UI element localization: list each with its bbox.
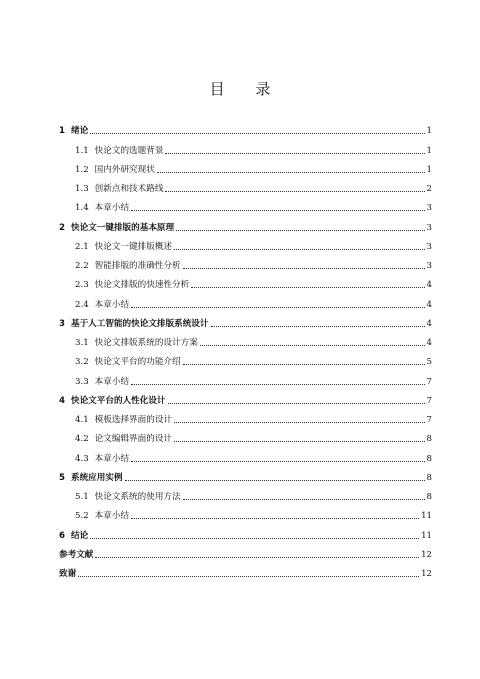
toc-entry-number: 1 (59, 126, 65, 137)
toc-entry-page-number: 7 (426, 395, 432, 406)
dot-leader (174, 440, 425, 442)
toc-chapter-entry[interactable] (59, 561, 432, 580)
toc-entry-number: 2.3 (75, 280, 89, 291)
toc-entry-number: 2.1 (75, 241, 89, 252)
toc-entry-label: 系统应用实例 (70, 472, 123, 483)
toc-entry-page-number: 8 (426, 453, 432, 464)
toc-entry-label: 快论文平台的人性化设计 (70, 395, 166, 406)
toc-entry-number: 3.3 (75, 376, 89, 387)
toc-entry-number: 5.2 (75, 511, 89, 522)
toc-entry-label: 本章小结 (94, 453, 130, 464)
toc-entry-page-number: 1 (426, 164, 432, 175)
toc-entry-label: 快论文一键排版的基本原理 (70, 222, 175, 233)
dot-leader (191, 286, 424, 288)
toc-section-entry[interactable] (59, 253, 432, 272)
toc-entry-page-number: 7 (426, 415, 432, 425)
toc-entry-page-number: 11 (421, 511, 432, 522)
toc-entry-page-number: 3 (426, 222, 432, 233)
toc-entry-page-number: 3 (426, 261, 432, 271)
toc-section-entry[interactable] (59, 272, 432, 291)
toc-entry-label: 快论文排版系统的设计方案 (94, 338, 198, 348)
toc-section-entry[interactable] (59, 137, 432, 156)
dot-leader (165, 190, 424, 192)
toc-entry-page-number: 3 (426, 241, 432, 252)
toc-section-entry[interactable] (59, 157, 432, 176)
toc-list (59, 118, 432, 580)
toc-entry-number: 1.1 (75, 145, 89, 156)
toc-entry-number: 4 (59, 395, 65, 406)
toc-entry-number: 4.3 (75, 453, 89, 464)
dot-leader (211, 325, 425, 327)
dot-leader (90, 537, 419, 539)
toc-entry-label: 致谢 (59, 569, 77, 579)
toc-entry-label: 快论文的选题背景 (94, 145, 164, 156)
toc-entry-label: 智能排版的准确性分析 (94, 261, 181, 271)
toc-chapter-entry[interactable] (59, 214, 432, 233)
toc-entry-label: 创新点和技术路线 (94, 184, 164, 194)
toc-entry-page-number: 8 (426, 434, 432, 445)
toc-chapter-entry[interactable] (59, 311, 432, 330)
toc-entry-number: 2.4 (75, 299, 89, 310)
dot-leader (183, 363, 425, 365)
dot-leader (165, 152, 424, 154)
toc-chapter-entry[interactable] (59, 465, 432, 484)
toc-chapter-entry[interactable] (59, 522, 432, 541)
toc-entry-number: 4.1 (75, 415, 89, 425)
toc-entry-number: 3 (59, 318, 65, 329)
toc-entry-label: 快论文排版的快速性分析 (94, 280, 190, 291)
toc-section-entry[interactable] (59, 291, 432, 310)
toc-entry-label: 本章小结 (94, 299, 130, 310)
toc-entry-page-number: 1 (426, 145, 432, 156)
toc-entry-label: 基于人工智能的快论文排版系统设计 (70, 318, 209, 329)
toc-section-entry[interactable] (59, 176, 432, 195)
toc-entry-page-number: 4 (426, 280, 432, 291)
toc-entry-number: 5 (59, 472, 65, 483)
toc-entry-number: 2.2 (75, 261, 89, 271)
toc-section-entry[interactable] (59, 330, 432, 349)
toc-entry-label: 国内外研究现状 (94, 164, 155, 175)
toc-entry-label: 本章小结 (94, 376, 130, 387)
toc-entry-number: 1.4 (75, 203, 89, 214)
toc-entry-page-number: 1 (426, 126, 432, 137)
dot-leader (90, 132, 424, 134)
toc-entry-number: 1.3 (75, 184, 89, 194)
toc-chapter-entry[interactable] (59, 118, 432, 137)
toc-entry-page-number: 12 (421, 549, 432, 560)
dot-leader (183, 498, 425, 500)
toc-section-entry[interactable] (59, 368, 432, 387)
toc-section-entry[interactable] (59, 349, 432, 368)
toc-entry-page-number: 4 (426, 299, 432, 310)
dot-leader (174, 248, 425, 250)
toc-entry-page-number: 2 (426, 184, 432, 194)
toc-entry-page-number: 4 (426, 318, 432, 329)
toc-entry-label: 快论文一键排版概述 (94, 241, 173, 252)
dot-leader (200, 344, 425, 346)
toc-entry-number: 4.2 (75, 434, 89, 445)
toc-entry-label: 结论 (70, 530, 89, 541)
dot-leader (131, 306, 424, 308)
toc-entry-label: 本章小结 (94, 511, 130, 522)
toc-section-entry[interactable] (59, 484, 432, 503)
toc-section-entry[interactable] (59, 445, 432, 464)
toc-entry-label: 模板选择界面的设计 (94, 415, 173, 425)
toc-entry-number: 3.2 (75, 357, 89, 368)
toc-entry-label: 论文编辑界面的设计 (94, 434, 173, 445)
toc-entry-page-number: 4 (426, 338, 432, 348)
dot-leader (168, 402, 425, 404)
toc-entry-label: 快论文系统的使用方法 (94, 492, 181, 502)
dot-leader (131, 383, 424, 385)
dot-leader (78, 575, 419, 577)
dot-leader (131, 517, 419, 519)
toc-section-entry[interactable] (59, 234, 432, 253)
toc-chapter-entry[interactable] (59, 542, 432, 561)
toc-section-entry[interactable] (59, 407, 432, 426)
toc-entry-page-number: 12 (421, 569, 432, 579)
toc-title: 目 录 (209, 80, 284, 98)
toc-entry-number: 6 (59, 530, 65, 541)
dot-leader (95, 556, 419, 558)
dot-leader (157, 171, 425, 173)
dot-leader (125, 479, 425, 481)
toc-entry-page-number: 8 (426, 492, 432, 502)
toc-entry-page-number: 11 (421, 530, 432, 541)
toc-entry-number: 5.1 (75, 492, 89, 502)
dot-leader (176, 229, 424, 231)
dot-leader (174, 421, 425, 423)
toc-chapter-entry[interactable] (59, 388, 432, 407)
toc-entry-number: 1.2 (75, 164, 89, 175)
dot-leader (131, 209, 424, 211)
toc-entry-page-number: 7 (426, 376, 432, 387)
toc-entry-page-number: 8 (426, 472, 432, 483)
toc-entry-number: 2 (59, 222, 65, 233)
toc-entry-label: 快论文平台的功能介绍 (94, 357, 181, 368)
toc-entry-number: 3.1 (75, 338, 89, 348)
toc-entry-label: 参考文献 (59, 549, 94, 560)
toc-entry-label: 绪论 (70, 126, 89, 137)
dot-leader (183, 267, 425, 269)
toc-section-entry[interactable] (59, 503, 432, 522)
toc-section-entry[interactable] (59, 426, 432, 445)
toc-entry-page-number: 5 (426, 357, 432, 368)
toc-entry-page-number: 3 (426, 203, 432, 214)
dot-leader (131, 460, 424, 462)
toc-entry-label: 本章小结 (94, 203, 130, 214)
toc-section-entry[interactable] (59, 195, 432, 214)
